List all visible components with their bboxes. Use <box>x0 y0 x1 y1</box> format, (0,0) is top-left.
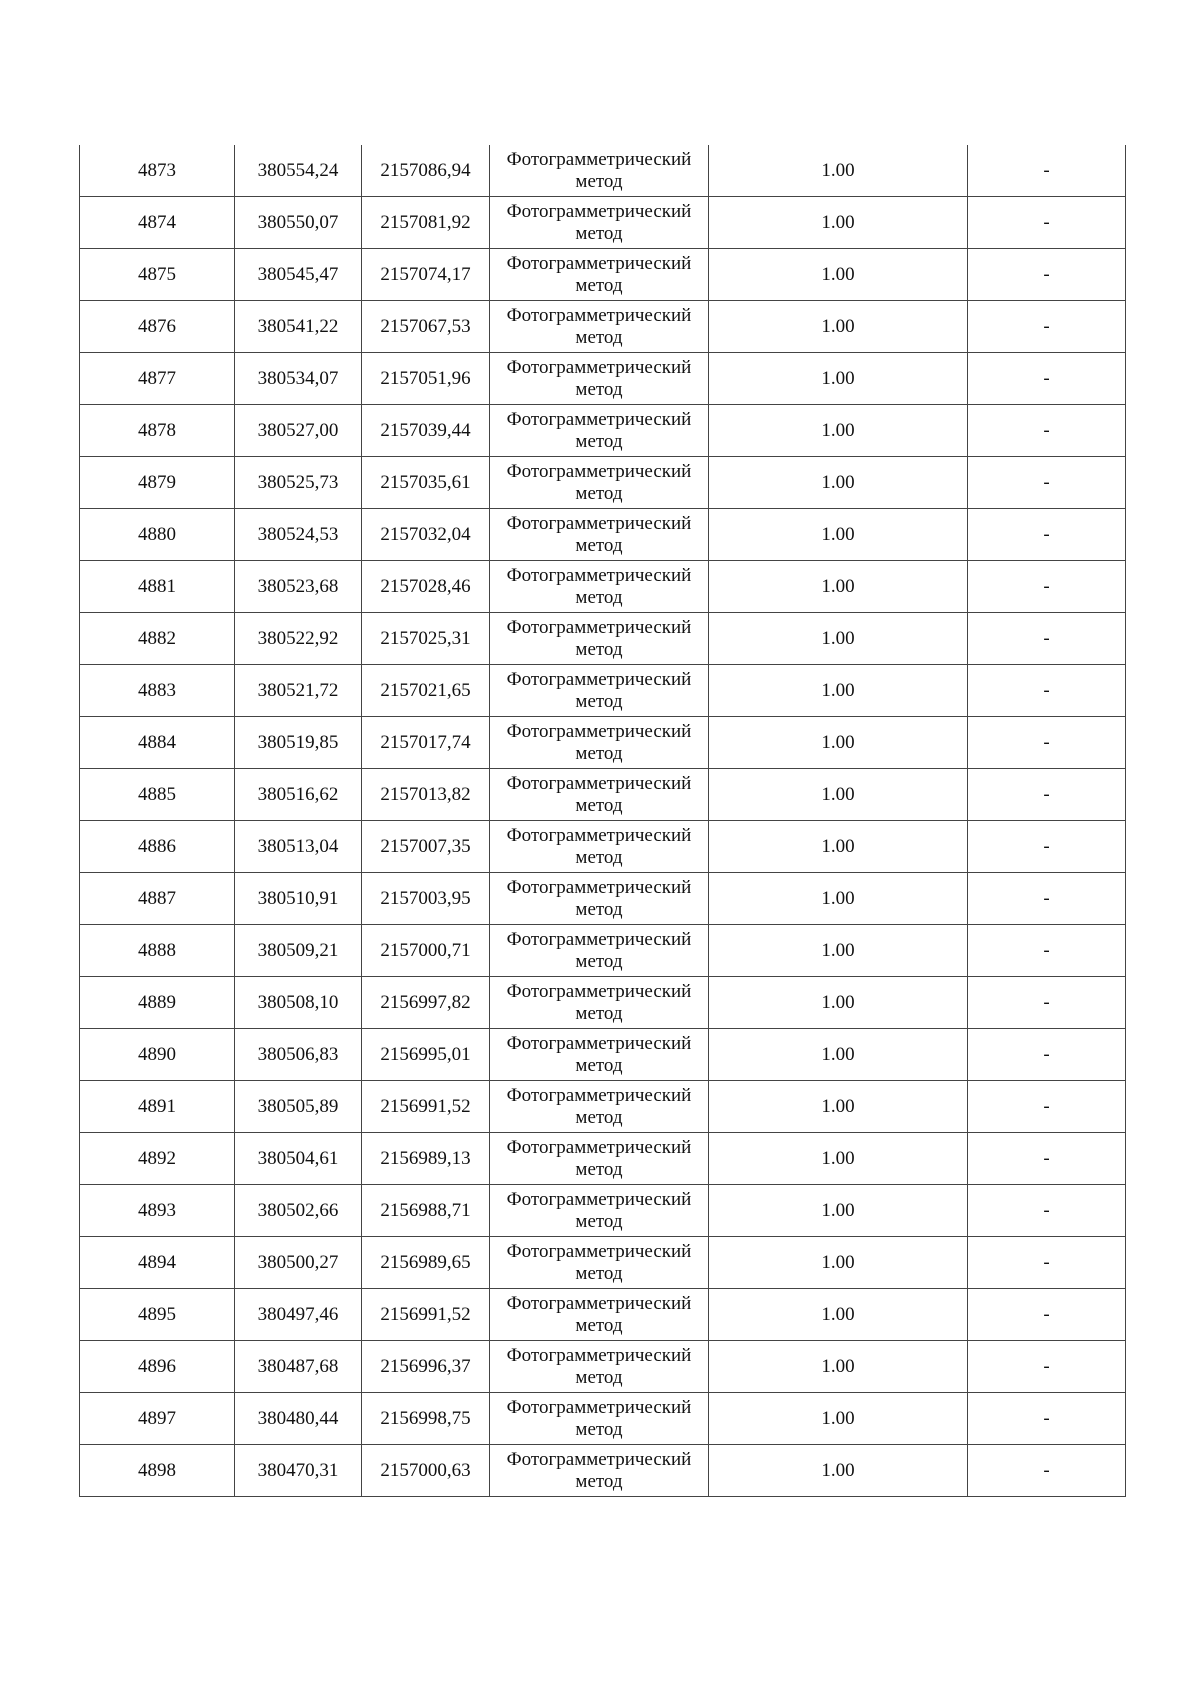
note-cell: - <box>968 925 1126 977</box>
x-coordinate-cell: 380470,31 <box>235 1445 362 1497</box>
precision-cell: 1.00 <box>709 717 968 769</box>
x-coordinate-cell: 380509,21 <box>235 925 362 977</box>
method-text: Фотограмметрический метод <box>506 1136 692 1180</box>
precision-cell: 1.00 <box>709 561 968 613</box>
table-row <box>80 1133 1126 1185</box>
precision-cell: 1.00 <box>709 665 968 717</box>
method-cell <box>490 301 709 353</box>
point-number-cell: 4884 <box>80 717 235 769</box>
precision-cell: 1.00 <box>709 353 968 405</box>
x-coordinate-cell: 380554,24 <box>235 145 362 197</box>
note-cell: - <box>968 1237 1126 1289</box>
method-text: Фотограмметрический метод <box>506 200 692 244</box>
method-text: Фотограмметрический метод <box>506 1396 692 1440</box>
point-number-cell: 4887 <box>80 873 235 925</box>
point-number-cell: 4882 <box>80 613 235 665</box>
method-text: Фотограмметрический метод <box>506 1292 692 1336</box>
method-cell <box>490 145 709 197</box>
x-coordinate-cell: 380505,89 <box>235 1081 362 1133</box>
method-text: Фотограмметрический метод <box>506 1448 692 1492</box>
x-coordinate-cell: 380524,53 <box>235 509 362 561</box>
x-coordinate-cell: 380510,91 <box>235 873 362 925</box>
method-text: Фотограмметрический метод <box>506 460 692 504</box>
precision-cell: 1.00 <box>709 249 968 301</box>
method-cell <box>490 1237 709 1289</box>
precision-cell: 1.00 <box>709 197 968 249</box>
precision-cell: 1.00 <box>709 1445 968 1497</box>
method-cell <box>490 1393 709 1445</box>
method-cell <box>490 197 709 249</box>
coordinates-table <box>79 145 1126 1497</box>
x-coordinate-cell: 380523,68 <box>235 561 362 613</box>
y-coordinate-cell: 2157003,95 <box>362 873 490 925</box>
method-cell <box>490 1341 709 1393</box>
x-coordinate-cell: 380541,22 <box>235 301 362 353</box>
method-cell <box>490 1133 709 1185</box>
method-text: Фотограмметрический метод <box>506 772 692 816</box>
precision-cell: 1.00 <box>709 145 968 197</box>
note-cell: - <box>968 665 1126 717</box>
point-number-cell: 4885 <box>80 769 235 821</box>
x-coordinate-cell: 380487,68 <box>235 1341 362 1393</box>
note-cell: - <box>968 1341 1126 1393</box>
method-text: Фотограмметрический метод <box>506 824 692 868</box>
method-cell <box>490 249 709 301</box>
y-coordinate-cell: 2157017,74 <box>362 717 490 769</box>
table-row <box>80 613 1126 665</box>
point-number-cell: 4894 <box>80 1237 235 1289</box>
method-cell <box>490 509 709 561</box>
precision-cell: 1.00 <box>709 769 968 821</box>
method-cell <box>490 977 709 1029</box>
point-number-cell: 4878 <box>80 405 235 457</box>
x-coordinate-cell: 380534,07 <box>235 353 362 405</box>
point-number-cell: 4897 <box>80 1393 235 1445</box>
x-coordinate-cell: 380550,07 <box>235 197 362 249</box>
method-cell <box>490 1289 709 1341</box>
note-cell: - <box>968 249 1126 301</box>
y-coordinate-cell: 2157032,04 <box>362 509 490 561</box>
x-coordinate-cell: 380506,83 <box>235 1029 362 1081</box>
x-coordinate-cell: 380504,61 <box>235 1133 362 1185</box>
x-coordinate-cell: 380502,66 <box>235 1185 362 1237</box>
table-row <box>80 1237 1126 1289</box>
method-text: Фотограмметрический метод <box>506 356 692 400</box>
y-coordinate-cell: 2156997,82 <box>362 977 490 1029</box>
precision-cell: 1.00 <box>709 1289 968 1341</box>
y-coordinate-cell: 2156989,65 <box>362 1237 490 1289</box>
y-coordinate-cell: 2157035,61 <box>362 457 490 509</box>
precision-cell: 1.00 <box>709 1341 968 1393</box>
method-cell <box>490 665 709 717</box>
point-number-cell: 4873 <box>80 145 235 197</box>
point-number-cell: 4896 <box>80 1341 235 1393</box>
point-number-cell: 4880 <box>80 509 235 561</box>
note-cell: - <box>968 977 1126 1029</box>
x-coordinate-cell: 380545,47 <box>235 249 362 301</box>
table-row <box>80 457 1126 509</box>
note-cell: - <box>968 1133 1126 1185</box>
point-number-cell: 4893 <box>80 1185 235 1237</box>
note-cell: - <box>968 1393 1126 1445</box>
y-coordinate-cell: 2157025,31 <box>362 613 490 665</box>
table-row <box>80 145 1126 197</box>
x-coordinate-cell: 380521,72 <box>235 665 362 717</box>
x-coordinate-cell: 380525,73 <box>235 457 362 509</box>
y-coordinate-cell: 2157039,44 <box>362 405 490 457</box>
method-text: Фотограмметрический метод <box>506 304 692 348</box>
table-row <box>80 1393 1126 1445</box>
table-row <box>80 1445 1126 1497</box>
table-row <box>80 1081 1126 1133</box>
point-number-cell: 4889 <box>80 977 235 1029</box>
y-coordinate-cell: 2156988,71 <box>362 1185 490 1237</box>
precision-cell: 1.00 <box>709 301 968 353</box>
y-coordinate-cell: 2157074,17 <box>362 249 490 301</box>
x-coordinate-cell: 380513,04 <box>235 821 362 873</box>
x-coordinate-cell: 380497,46 <box>235 1289 362 1341</box>
point-number-cell: 4890 <box>80 1029 235 1081</box>
point-number-cell: 4898 <box>80 1445 235 1497</box>
method-text: Фотограмметрический метод <box>506 980 692 1024</box>
table-row <box>80 1289 1126 1341</box>
y-coordinate-cell: 2157051,96 <box>362 353 490 405</box>
method-text: Фотограмметрический метод <box>506 512 692 556</box>
method-cell <box>490 1029 709 1081</box>
method-text: Фотограмметрический метод <box>506 564 692 608</box>
table-row <box>80 717 1126 769</box>
note-cell: - <box>968 1445 1126 1497</box>
method-text: Фотограмметрический метод <box>506 928 692 972</box>
method-cell <box>490 821 709 873</box>
y-coordinate-cell: 2157007,35 <box>362 821 490 873</box>
method-cell <box>490 405 709 457</box>
method-cell <box>490 561 709 613</box>
precision-cell: 1.00 <box>709 613 968 665</box>
table-row <box>80 925 1126 977</box>
y-coordinate-cell: 2157067,53 <box>362 301 490 353</box>
precision-cell: 1.00 <box>709 509 968 561</box>
method-cell <box>490 353 709 405</box>
method-cell <box>490 1081 709 1133</box>
method-cell <box>490 873 709 925</box>
method-text: Фотограмметрический метод <box>506 1084 692 1128</box>
table-row <box>80 353 1126 405</box>
method-cell <box>490 457 709 509</box>
method-text: Фотограмметрический метод <box>506 1032 692 1076</box>
note-cell: - <box>968 1029 1126 1081</box>
method-text: Фотограмметрический метод <box>506 1240 692 1284</box>
y-coordinate-cell: 2156991,52 <box>362 1081 490 1133</box>
y-coordinate-cell: 2156996,37 <box>362 1341 490 1393</box>
note-cell: - <box>968 301 1126 353</box>
y-coordinate-cell: 2157086,94 <box>362 145 490 197</box>
x-coordinate-cell: 380519,85 <box>235 717 362 769</box>
table-row <box>80 821 1126 873</box>
coordinates-table-body <box>80 145 1126 1497</box>
method-cell <box>490 613 709 665</box>
precision-cell: 1.00 <box>709 457 968 509</box>
note-cell: - <box>968 1185 1126 1237</box>
y-coordinate-cell: 2156989,13 <box>362 1133 490 1185</box>
y-coordinate-cell: 2156998,75 <box>362 1393 490 1445</box>
method-text: Фотограмметрический метод <box>506 1188 692 1232</box>
precision-cell: 1.00 <box>709 1029 968 1081</box>
table-row <box>80 665 1126 717</box>
point-number-cell: 4879 <box>80 457 235 509</box>
method-text: Фотограмметрический метод <box>506 616 692 660</box>
note-cell: - <box>968 561 1126 613</box>
precision-cell: 1.00 <box>709 977 968 1029</box>
table-row <box>80 1185 1126 1237</box>
method-cell <box>490 925 709 977</box>
y-coordinate-cell: 2157000,71 <box>362 925 490 977</box>
method-cell <box>490 1185 709 1237</box>
point-number-cell: 4891 <box>80 1081 235 1133</box>
note-cell: - <box>968 613 1126 665</box>
point-number-cell: 4888 <box>80 925 235 977</box>
method-cell <box>490 717 709 769</box>
x-coordinate-cell: 380522,92 <box>235 613 362 665</box>
precision-cell: 1.00 <box>709 925 968 977</box>
precision-cell: 1.00 <box>709 1133 968 1185</box>
y-coordinate-cell: 2157081,92 <box>362 197 490 249</box>
table-row <box>80 769 1126 821</box>
note-cell: - <box>968 1081 1126 1133</box>
precision-cell: 1.00 <box>709 1185 968 1237</box>
method-text: Фотограмметрический метод <box>506 720 692 764</box>
point-number-cell: 4892 <box>80 1133 235 1185</box>
point-number-cell: 4881 <box>80 561 235 613</box>
method-cell <box>490 769 709 821</box>
x-coordinate-cell: 380508,10 <box>235 977 362 1029</box>
x-coordinate-cell: 380516,62 <box>235 769 362 821</box>
precision-cell: 1.00 <box>709 873 968 925</box>
note-cell: - <box>968 873 1126 925</box>
table-row <box>80 249 1126 301</box>
table-row <box>80 405 1126 457</box>
point-number-cell: 4877 <box>80 353 235 405</box>
method-text: Фотограмметрический метод <box>506 148 692 192</box>
method-text: Фотограмметрический метод <box>506 876 692 920</box>
point-number-cell: 4895 <box>80 1289 235 1341</box>
point-number-cell: 4886 <box>80 821 235 873</box>
x-coordinate-cell: 380500,27 <box>235 1237 362 1289</box>
note-cell: - <box>968 1289 1126 1341</box>
point-number-cell: 4874 <box>80 197 235 249</box>
precision-cell: 1.00 <box>709 1081 968 1133</box>
method-text: Фотограмметрический метод <box>506 408 692 452</box>
table-row <box>80 561 1126 613</box>
note-cell: - <box>968 145 1126 197</box>
precision-cell: 1.00 <box>709 1393 968 1445</box>
note-cell: - <box>968 717 1126 769</box>
method-text: Фотограмметрический метод <box>506 668 692 712</box>
table-row <box>80 509 1126 561</box>
note-cell: - <box>968 405 1126 457</box>
precision-cell: 1.00 <box>709 1237 968 1289</box>
point-number-cell: 4876 <box>80 301 235 353</box>
method-cell <box>490 1445 709 1497</box>
point-number-cell: 4875 <box>80 249 235 301</box>
y-coordinate-cell: 2157021,65 <box>362 665 490 717</box>
x-coordinate-cell: 380527,00 <box>235 405 362 457</box>
table-row <box>80 197 1126 249</box>
precision-cell: 1.00 <box>709 405 968 457</box>
table-row <box>80 1029 1126 1081</box>
precision-cell: 1.00 <box>709 821 968 873</box>
table-row <box>80 873 1126 925</box>
note-cell: - <box>968 769 1126 821</box>
table-row <box>80 1341 1126 1393</box>
method-text: Фотограмметрический метод <box>506 252 692 296</box>
y-coordinate-cell: 2157028,46 <box>362 561 490 613</box>
y-coordinate-cell: 2156991,52 <box>362 1289 490 1341</box>
note-cell: - <box>968 353 1126 405</box>
y-coordinate-cell: 2156995,01 <box>362 1029 490 1081</box>
table-row <box>80 301 1126 353</box>
note-cell: - <box>968 197 1126 249</box>
point-number-cell: 4883 <box>80 665 235 717</box>
note-cell: - <box>968 821 1126 873</box>
y-coordinate-cell: 2157000,63 <box>362 1445 490 1497</box>
note-cell: - <box>968 509 1126 561</box>
note-cell: - <box>968 457 1126 509</box>
method-text: Фотограмметрический метод <box>506 1344 692 1388</box>
x-coordinate-cell: 380480,44 <box>235 1393 362 1445</box>
table-row <box>80 977 1126 1029</box>
y-coordinate-cell: 2157013,82 <box>362 769 490 821</box>
